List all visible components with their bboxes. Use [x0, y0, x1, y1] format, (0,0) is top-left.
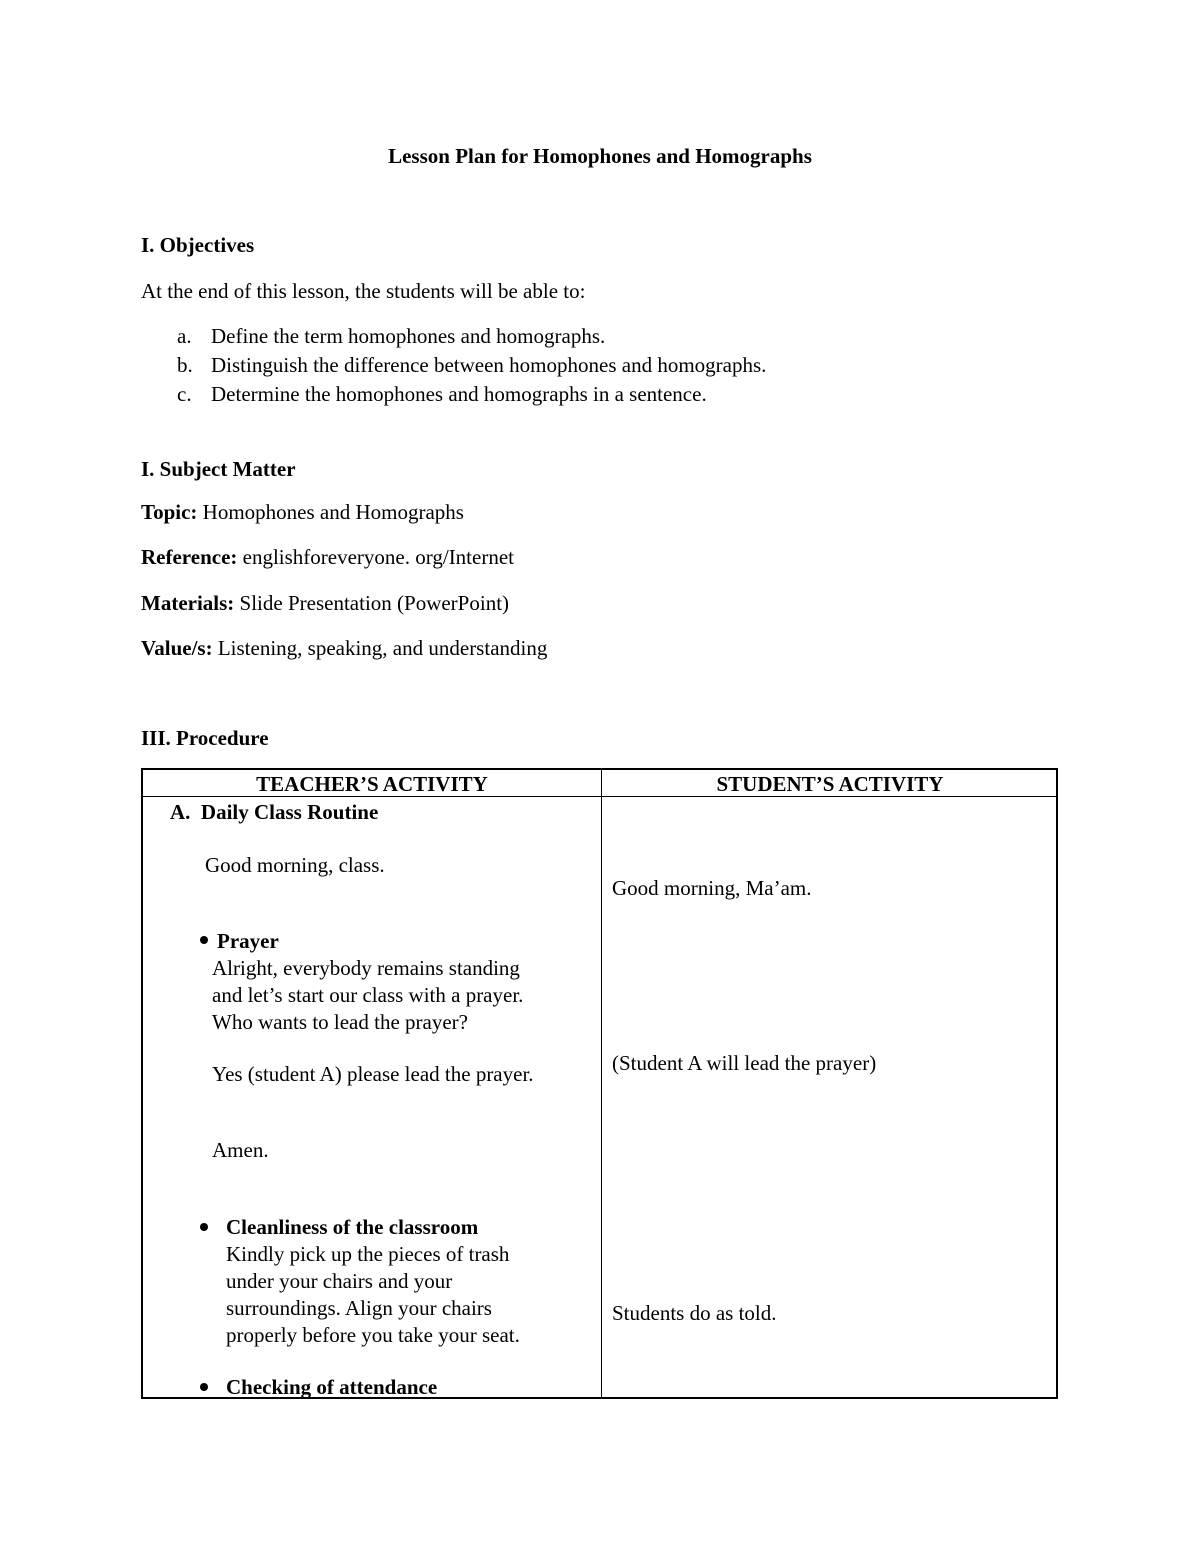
- prayer-lead: Yes (student A) please lead the prayer.: [212, 1062, 534, 1086]
- cleanliness-title: Cleanliness of the classroom: [226, 1215, 479, 1239]
- bullet-icon: [200, 936, 208, 944]
- objective-item: [177, 382, 707, 407]
- student-column-header: STUDENT’S ACTIVITY: [716, 772, 944, 796]
- student-greeting-reply: Good morning, Ma’am.: [612, 876, 812, 900]
- section-a-heading: [170, 800, 378, 825]
- objective-text: Distinguish the difference between homophones and homographs.: [211, 353, 767, 377]
- objective-item: [177, 324, 605, 349]
- subject-matter-heading: I. Subject Matter: [141, 457, 296, 481]
- topic-value: Homophones and Homographs: [202, 500, 464, 524]
- objectives-intro: At the end of this lesson, the students will be able to:: [141, 279, 586, 303]
- attendance-title: Checking of attendance: [226, 1375, 438, 1399]
- cleanliness-line: Kindly pick up the pieces of trash: [226, 1242, 510, 1266]
- reference-line: [141, 545, 514, 570]
- cleanliness-line: properly before you take your seat.: [226, 1323, 520, 1347]
- objectives-heading: I. Objectives: [141, 233, 255, 257]
- procedure-table: [141, 768, 1058, 1399]
- prayer-line: and let’s start our class with a prayer.: [212, 983, 524, 1007]
- objective-marker: c.: [177, 382, 192, 406]
- section-a-marker: A.: [170, 800, 191, 824]
- topic-line: [141, 500, 464, 525]
- objective-item: [177, 353, 766, 378]
- column-divider: [601, 770, 602, 1397]
- objective-marker: b.: [177, 353, 193, 377]
- objective-marker: a.: [177, 324, 192, 348]
- student-prayer-reply: (Student A will lead the prayer): [612, 1051, 877, 1075]
- cleanliness-line: under your chairs and your: [226, 1269, 453, 1293]
- section-a-title: Daily Class Routine: [200, 800, 379, 824]
- page-title: Lesson Plan for Homophones and Homographs: [388, 144, 812, 168]
- materials-value: Slide Presentation (PowerPoint): [239, 591, 510, 615]
- reference-label: Reference:: [141, 545, 238, 569]
- values-label: Value/s:: [141, 636, 213, 660]
- cleanliness-line: surroundings. Align your chairs: [226, 1296, 492, 1320]
- objective-text: Determine the homophones and homographs in a sentence.: [211, 382, 707, 406]
- procedure-heading: III. Procedure: [141, 726, 269, 750]
- teacher-greeting: Good morning, class.: [205, 853, 385, 877]
- bullet-icon: [200, 1383, 208, 1391]
- materials-label: Materials:: [141, 591, 235, 615]
- bullet-icon: [200, 1223, 208, 1231]
- prayer-title: Prayer: [217, 929, 279, 953]
- student-cleanliness-reply: Students do as told.: [612, 1301, 777, 1325]
- values-line: [141, 636, 547, 661]
- prayer-line: Who wants to lead the prayer?: [212, 1010, 468, 1034]
- amen-text: Amen.: [212, 1138, 269, 1162]
- topic-label: Topic:: [141, 500, 198, 524]
- materials-line: [141, 591, 509, 616]
- reference-value: englishforeveryone. org/Internet: [242, 545, 514, 569]
- prayer-line: Alright, everybody remains standing: [212, 956, 520, 980]
- values-value: Listening, speaking, and understanding: [217, 636, 548, 660]
- objective-text: Define the term homophones and homographs.: [211, 324, 606, 348]
- teacher-column-header: TEACHER’S ACTIVITY: [256, 772, 488, 796]
